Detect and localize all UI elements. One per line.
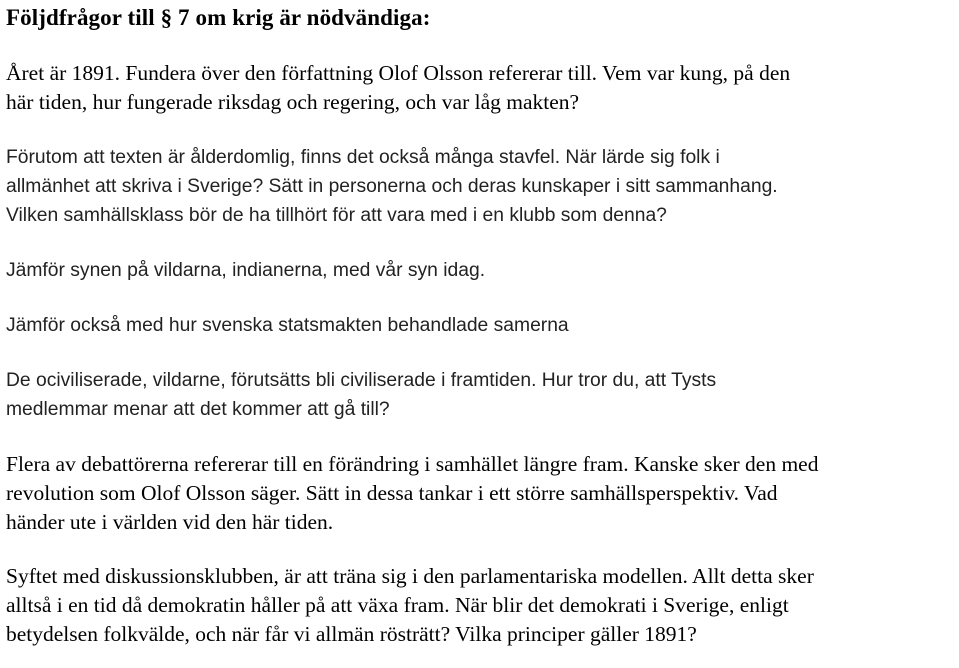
document-page bbox=[6, 0, 956, 649]
paragraph-4 bbox=[6, 311, 956, 340]
paragraph-6-line-2: revolution som Olof Olsson säger. Sätt in dessa tankar i ett större samhällsperspektiv. Vad bbox=[6, 481, 778, 505]
paragraph-7 bbox=[6, 562, 956, 649]
paragraph-7-line-1: Syftet med diskussionsklubben, är att träna sig i den parlamentariska modellen. Allt detta sker bbox=[6, 564, 814, 588]
paragraph-6-line-1: Flera av debattörerna refererar till en förändring i samhället längre fram. Kanske sker den med bbox=[6, 452, 819, 476]
paragraph-7-line-3: betydelsen folkvälde, och när får vi allmän rösträtt? Vilka principer gäller 1891? bbox=[6, 622, 697, 646]
paragraph-6-line-3: händer ute i världen vid den här tiden. bbox=[6, 510, 334, 534]
paragraph-1-line-1: Året är 1891. Fundera över den författning Olof Olsson refererar till. Vem var kung, på den bbox=[6, 61, 791, 85]
paragraph-3 bbox=[6, 256, 956, 285]
paragraph-5-line-2: medlemmar menar att det kommer att gå till? bbox=[6, 399, 390, 420]
paragraph-1-line-2: här tiden, hur fungerade riksdag och regering, och var låg makten? bbox=[6, 90, 580, 114]
paragraph-2-line-2: allmänhet att skriva i Sverige? Sätt in personerna och deras kunskaper i sitt sammanhang. bbox=[6, 176, 778, 197]
paragraph-4-line-1: Jämför också med hur svenska statsmakten behandlade samerna bbox=[6, 315, 569, 336]
paragraph-2-line-3: Vilken samhällsklass bör de ha tillhört för att vara med i en klubb som denna? bbox=[6, 205, 667, 226]
paragraph-2-line-1: Förutom att texten är ålderdomlig, finns det också många stavfel. När lärde sig folk i bbox=[6, 147, 720, 168]
paragraph-7-line-2: alltså i en tid då demokratin håller på att växa fram. När blir det demokrati i Sverige, enligt bbox=[6, 593, 789, 617]
paragraph-5 bbox=[6, 366, 956, 424]
paragraph-1 bbox=[6, 59, 956, 117]
document-title: Följdfrågor till § 7 om krig är nödvändiga: bbox=[6, 5, 431, 30]
paragraph-5-line-1: De ociviliserade, vildarne, förutsätts bli civiliserade i framtiden. Hur tror du, att Tysts bbox=[6, 370, 717, 391]
paragraph-3-line-1: Jämför synen på vildarna, indianerna, med vår syn idag. bbox=[6, 260, 486, 281]
paragraph-6 bbox=[6, 450, 956, 537]
paragraph-2 bbox=[6, 143, 956, 230]
